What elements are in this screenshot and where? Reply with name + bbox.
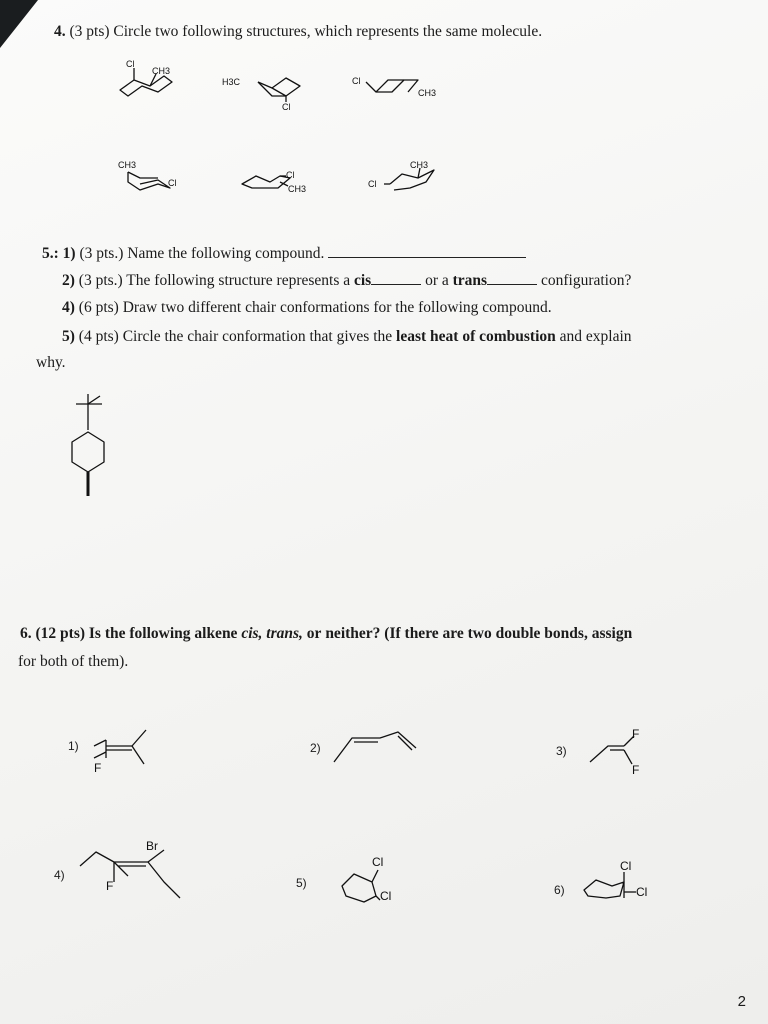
q5-part4 xyxy=(62,298,552,318)
q4-s5-b: CH3 xyxy=(288,184,307,194)
q6-item5-num: 5) xyxy=(296,876,307,890)
q6-heading-2: for both of them). xyxy=(18,653,129,670)
q6-trans: trans, xyxy=(266,625,303,642)
q6-neither: neither? xyxy=(325,625,381,642)
q5-p2-config: configuration? xyxy=(540,272,632,289)
q4-s4-b: Cl xyxy=(168,178,177,188)
q6-item2-structure xyxy=(330,726,420,766)
q5-p2-text: (3 pts.) The following structure represents a xyxy=(78,272,351,289)
q5-p4-num: 4) xyxy=(62,299,75,316)
q5-p2-or: or a xyxy=(425,272,449,289)
q6-text-a: (12 pts) Is the following alkene xyxy=(35,625,238,642)
q5-structure xyxy=(64,388,124,500)
q4-s2-b: Cl xyxy=(282,102,291,112)
q5-p1-text: (3 pts.) Name the following compound. xyxy=(79,245,325,262)
q6-item5-cl2: Cl xyxy=(380,889,392,903)
q6-item3-num: 3) xyxy=(556,744,567,758)
q4-s3-a: Cl xyxy=(352,76,361,86)
q6-text-b: (If there are two double bonds, assign xyxy=(384,625,633,642)
q5-p2-num: 2) xyxy=(62,272,75,289)
q4-s3-b: CH3 xyxy=(418,88,437,98)
q6-item6-num: 6) xyxy=(554,883,565,897)
q5-p5-num: 5) xyxy=(62,328,75,345)
q5-p5-bold: least heat of combustion xyxy=(396,328,556,345)
q6-item5-cl1: Cl xyxy=(372,855,384,869)
q4-s6-a: Cl xyxy=(368,179,377,189)
q6-item3-f2: F xyxy=(632,763,640,777)
q4-number: 4. xyxy=(54,23,66,40)
q4-s4-a: CH3 xyxy=(118,160,137,170)
q4-heading xyxy=(54,22,542,42)
q6-item2-num: 2) xyxy=(310,741,321,755)
q5-p5-text: (4 pts) Circle the chair conformation that gives the xyxy=(78,328,393,345)
q5-p2-trans: trans xyxy=(452,272,488,289)
q4-structure-3 xyxy=(352,72,452,102)
q4-structure-5 xyxy=(240,168,330,200)
q6-item4-f: F xyxy=(106,879,114,893)
q5-part5 xyxy=(62,327,632,347)
q5-p5-text-end: and explain xyxy=(559,328,632,345)
q6-number: 6. xyxy=(20,625,32,642)
q5-p1-answer-blank[interactable] xyxy=(328,245,526,258)
q6-item1-f: F xyxy=(94,761,102,775)
q5-p4-text: (6 pts) Draw two different chair conformations for the following compound. xyxy=(78,299,552,316)
q6-item1-num: 1) xyxy=(68,739,79,753)
q6-item3-structure xyxy=(586,726,656,778)
q5-p1-num: 1) xyxy=(62,245,76,262)
q5-p2-cis: cis xyxy=(354,272,372,289)
q6-item5-structure xyxy=(336,852,416,904)
q6-item6-structure xyxy=(578,856,678,908)
q6-item3-f1: F xyxy=(632,727,640,741)
q6-cis: cis, xyxy=(241,625,263,642)
q4-text: (3 pts) Circle two following structures, which represents the same molecule. xyxy=(69,23,543,40)
q6-item1-structure xyxy=(84,724,174,774)
q5-part1 xyxy=(42,244,526,264)
q4-s2-a: H3C xyxy=(222,77,241,87)
q6-item6-cl1: Cl xyxy=(620,859,632,873)
q4-structure-1 xyxy=(112,60,192,110)
q4-s5-a: Cl xyxy=(286,170,295,180)
q4-s1-a: Cl xyxy=(126,59,135,69)
q4-s1-b: CH3 xyxy=(152,66,171,76)
q5-number: 5.: xyxy=(42,245,59,262)
q6-item4-structure xyxy=(76,840,196,910)
q5-part5-why: why. xyxy=(36,354,66,371)
q5-p2-cis-blank[interactable] xyxy=(371,272,421,285)
q4-structure-6 xyxy=(368,162,448,198)
q4-structure-4 xyxy=(118,158,198,198)
q4-s6-b: CH3 xyxy=(410,160,429,170)
page-corner-shadow xyxy=(0,0,38,48)
q6-or: or xyxy=(306,625,322,642)
q6-item4-num: 4) xyxy=(54,868,65,882)
page-number: 2 xyxy=(737,993,746,1010)
q6-item6-cl2: Cl xyxy=(636,885,648,899)
q5-p2-trans-blank[interactable] xyxy=(487,272,537,285)
q5-part2 xyxy=(62,271,631,291)
q6-heading xyxy=(20,624,632,644)
q4-structure-2 xyxy=(222,70,312,110)
q6-item4-br: Br xyxy=(146,839,158,853)
